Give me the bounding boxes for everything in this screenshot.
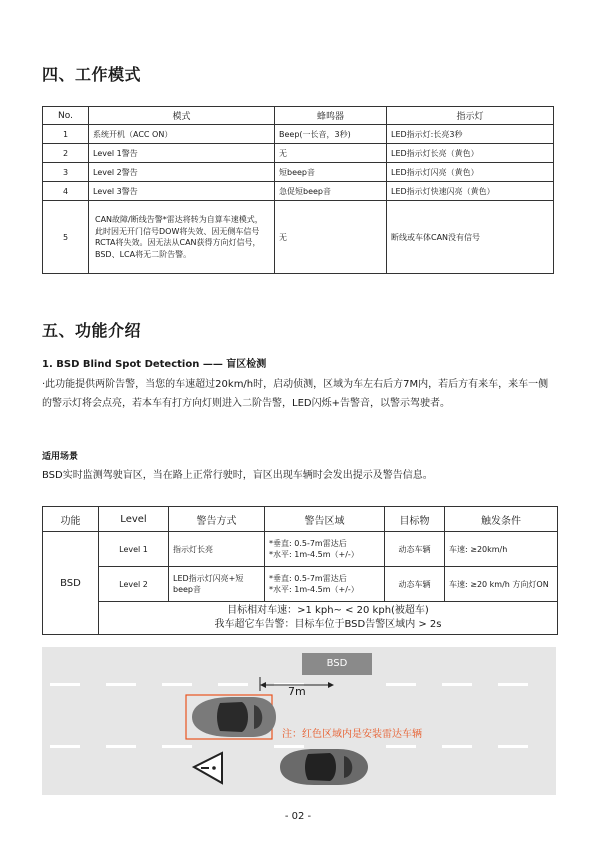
arrow-head-right-icon xyxy=(328,682,334,688)
cell-buzzer: 短beep音 xyxy=(275,163,387,182)
cell-zone xyxy=(265,567,385,602)
cell-mode: CAN故障/断线告警*雷达将转为自算车速模式，此时因无开门信号DOW将失效、因无侧车信号RCTA将失效。因无法从CAN获得方向灯信号，BSD、LCA将无二阶告警。 xyxy=(89,201,275,274)
cell-level: Level 1 xyxy=(99,532,169,567)
table-footer-row xyxy=(43,602,558,635)
section-title: 四、工作模式 xyxy=(42,65,142,84)
header-level: Level xyxy=(99,507,169,532)
header-mode: 模式 xyxy=(89,107,275,125)
arrow-head-left-icon xyxy=(260,682,266,688)
cell-no: 2 xyxy=(43,144,89,163)
approaching-car-icon xyxy=(280,749,368,785)
cell-target: 动态车辆 xyxy=(385,532,445,567)
bsd-zone-label: BSD xyxy=(302,653,372,675)
cell-buzzer: 急促短beep音 xyxy=(275,182,387,201)
cell-light: LED指示灯快速闪亮（黄色） xyxy=(387,182,554,201)
subsection-title: 1. BSD Blind Spot Detection —— 盲区检测 xyxy=(42,359,267,370)
cell-footer xyxy=(99,602,558,635)
cell-mode: Level 1警告 xyxy=(89,144,275,163)
table-row xyxy=(43,163,554,182)
cell-target: 动态车辆 xyxy=(385,567,445,602)
cell-mode: Level 2警告 xyxy=(89,163,275,182)
header-trigger: 触发条件 xyxy=(445,507,558,532)
section-title: 五、功能介绍 xyxy=(42,321,142,340)
header-buzzer: 蜂鸣器 xyxy=(275,107,387,125)
footer-line-1: 目标相对车速：>1 kph~ < 20 kph(被超车) xyxy=(227,605,429,616)
warning-triangle-icon xyxy=(194,753,222,783)
cell-zone xyxy=(265,532,385,567)
footer-line-2: 我车超它车告警：目标车位于BSD告警区域内 > 2s xyxy=(214,619,442,630)
cell-no: 5 xyxy=(43,201,89,274)
cell-method: LED指示灯闪亮+短beep音 xyxy=(169,567,265,602)
cell-buzzer: 无 xyxy=(275,201,387,274)
zone-horizontal: *水平: 1m-4.5m（+/-） xyxy=(269,550,359,559)
cell-trigger: 车速: ≥20km/h xyxy=(445,532,558,567)
cell-level: Level 2 xyxy=(99,567,169,602)
cell-function: BSD xyxy=(43,532,99,635)
cell-light: LED指示灯闪亮（黄色） xyxy=(387,163,554,182)
table-header-row xyxy=(43,507,558,532)
header-light: 指示灯 xyxy=(387,107,554,125)
diagram-graphics xyxy=(42,647,556,795)
zone-horizontal: *水平: 1m-4.5m（+/-） xyxy=(269,585,359,594)
mode-table xyxy=(42,106,554,274)
cell-method: 指示灯长亮 xyxy=(169,532,265,567)
cell-no: 4 xyxy=(43,182,89,201)
bsd-table xyxy=(42,506,558,635)
scene-text: BSD实时监测驾驶盲区，当在路上正常行驶时，盲区出现车辆时会发出提示及警告信息。 xyxy=(42,470,433,481)
header-function: 功能 xyxy=(43,507,99,532)
table-row xyxy=(43,201,554,274)
radar-car-icon xyxy=(192,697,276,737)
page-number: - 02 - xyxy=(284,811,312,822)
description-paragraph: ·此功能提供两阶告警，当您的车速超过20km/h时，启动侦测，区域为车左右后方7M内，若后方有来车，来车一侧的警示灯将会点亮，若本车有打方向灯则进入二阶告警，LED闪烁+告警音，以警示驾驶者。 xyxy=(42,379,549,409)
cell-mode: Level 3警告 xyxy=(89,182,275,201)
table-row xyxy=(43,144,554,163)
scene-heading: 适用场景 xyxy=(42,452,79,462)
table-header-row xyxy=(43,107,554,125)
zone-vertical: *垂直: 0.5-7m雷达后 xyxy=(269,539,347,548)
table-row xyxy=(43,532,558,567)
cell-trigger: 车速: ≥20 km/h 方向灯ON xyxy=(445,567,558,602)
cell-no: 3 xyxy=(43,163,89,182)
table-row xyxy=(43,182,554,201)
distance-label: 7m xyxy=(288,685,306,698)
table-row xyxy=(43,567,558,602)
cell-buzzer: 无 xyxy=(275,144,387,163)
cell-no: 1 xyxy=(43,125,89,144)
header-zone: 警告区域 xyxy=(265,507,385,532)
header-target: 目标物 xyxy=(385,507,445,532)
cell-buzzer: Beep(一长音，3秒) xyxy=(275,125,387,144)
cell-light: LED指示灯:长亮3秒 xyxy=(387,125,554,144)
header-no: No. xyxy=(43,107,89,125)
header-method: 警告方式 xyxy=(169,507,265,532)
bsd-diagram xyxy=(42,647,556,795)
zone-vertical: *垂直: 0.5-7m雷达后 xyxy=(269,574,347,583)
cell-light: 断线或车体CAN没有信号 xyxy=(387,201,554,274)
cell-mode: 系统开机（ACC ON） xyxy=(89,125,275,144)
diagram-note: 注：红色区域内是安装雷达车辆 xyxy=(282,729,422,740)
table-row xyxy=(43,125,554,144)
cell-light: LED指示灯长亮（黄色） xyxy=(387,144,554,163)
